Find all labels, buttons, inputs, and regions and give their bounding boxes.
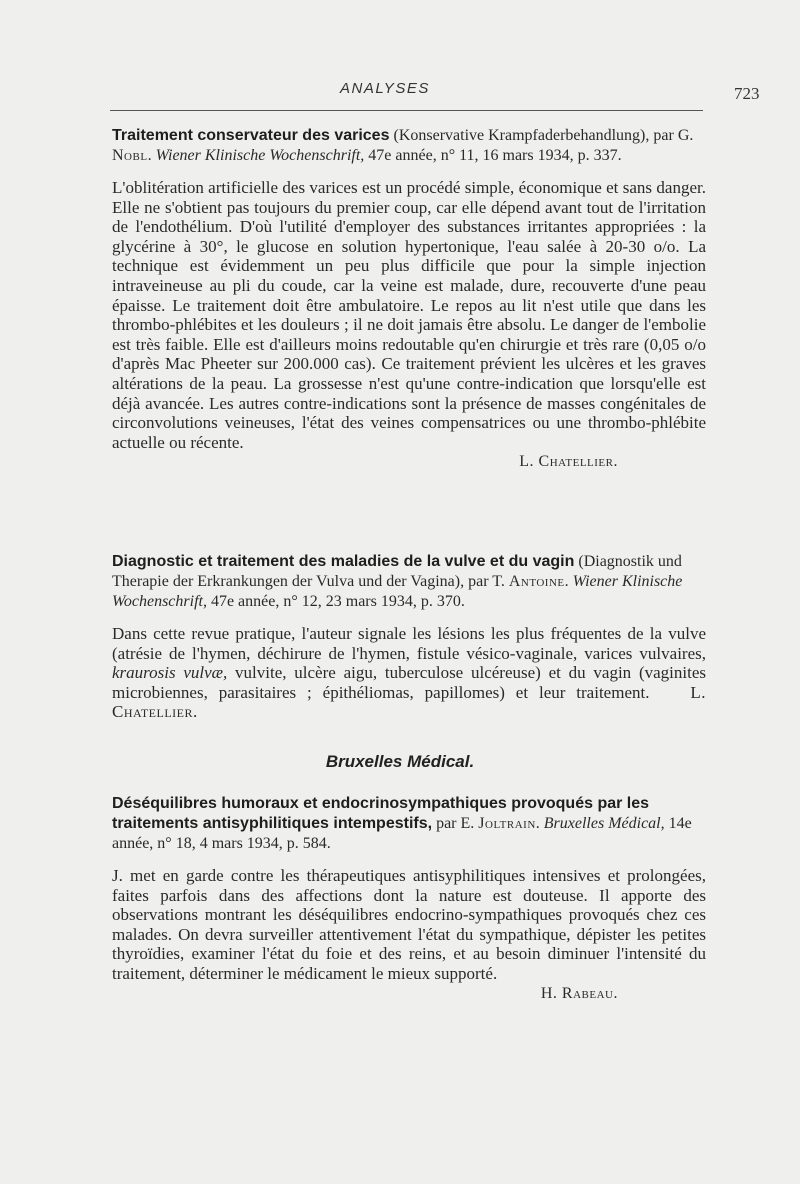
reference-details: 14e année, n° 18, 4 mars 1934, p. 584.	[112, 815, 692, 852]
signature-text: L. Chatellier.	[519, 453, 618, 471]
article-body: J. met en garde contre les thérapeutiques antisyphilitiques intensives et prolongées, faites parfois dans des affections dont la nature est douteuse. Il apporte des observations montrant les déséquilibres endocrino-sympathiques provoqués chez ces malades. On devra surveiller attentivement l'état du sympathique, dépister les petites thyroïdies, examiner l'état du foie et des reins, et au besoin diminuer l'intensité du traitement, déterminer le médicament le mieux supporté.	[112, 866, 706, 983]
reference-text: .	[535, 815, 544, 832]
page-number: 723	[734, 84, 760, 103]
journal-name: Bruxelles Médical,	[543, 815, 665, 832]
article-body: L'oblitération artificielle des varices est un procédé simple, économique et sans danger. Elle ne s'obtient pas toujours du premier coup, car elle dépend avant tout de l'irritation de l'endothélium. D'où l'utilité d'employer des substances irritantes appropriées : la glycérine à 30°, le glucose en solution hypertonique, l'eau salée à 20-30 o/o. La technique est évidemment un peu plus difficile que pour la simple injection intraveineuse au pli du coude, car la veine est malade, dure, recouverte d'une peau épaisse. Le traitement doit être ambulatoire. Le repos au lit n'est utile que dans les thrombo-phlébites et les douleurs ; il ne doit jamais être absolu. Le danger de l'embolie est très faible. Elle est d'ailleurs moins redoutable qu'en chirurgie et très rare (0,05 o/o d'après Mac Pheeter sur 200.000 cas). Ce traitement prévient les ulcères et les graves altérations de la peau. La grossesse n'est qu'une contre-indication que lorsqu'elle est déjà avancée. Les autres contre-indications sont la présence de masses congénitales de circonvolutions veineuses, l'état des veines compensatrices ou une thrombo-phlébite actuelle ou récente.	[112, 178, 706, 452]
article-title: Diagnostic et traitement des maladies de la vulve et du vagin	[112, 553, 575, 570]
section-heading: Bruxelles Médical.	[325, 752, 475, 771]
journal-name: Wiener Klinische Wochenschrift,	[112, 573, 683, 610]
body-text: vulvite, ulcère aigu, tuberculose ulcéreuse) et du vagin (vaginites microbiennes, parasitaires ; épithéliomas, papillomes) et leur traitement.	[112, 663, 706, 702]
article-title: Déséquilibres humoraux et endocrinosympathiques provoqués par les traitements antisyphilitiques intempestifs,	[112, 795, 650, 832]
article-body	[112, 624, 706, 722]
author-name: Antoine	[508, 573, 565, 590]
author-name: Joltrain	[478, 815, 536, 832]
article-heading	[112, 794, 706, 854]
reference-details: 47e année, n° 11, 16 mars 1934, p. 337.	[364, 147, 622, 164]
reference-details: 47e année, n° 12, 23 mars 1934, p. 370.	[206, 593, 465, 610]
running-title: ANALYSES	[340, 80, 430, 97]
reference-text: (Diagnostik und Therapie der Erkrankungen der Vulva und der Vagina), par T.	[112, 553, 682, 590]
reference-text: .	[564, 573, 573, 590]
signature	[112, 452, 618, 472]
article-title: Traitement conservateur des varices	[112, 127, 390, 144]
journal-name: Wiener Klinische Wochenschrift,	[155, 147, 365, 164]
article-antisyphilitiques	[112, 794, 706, 1003]
body-italic-term: kraurosis vulvæ,	[112, 663, 228, 683]
author-name: Nobl	[112, 147, 148, 164]
reference-text: par E.	[432, 815, 479, 832]
header-rule	[110, 110, 703, 111]
reference-text: .	[147, 147, 156, 164]
signature-text: L. Chatellier.	[112, 682, 707, 722]
article-heading	[112, 552, 706, 612]
body-text: Dans cette revue pratique, l'auteur signale les lésions les plus fréquentes de la vulve (atrésie de l'hymen, déchirure de l'hymen, fistule vésico-vaginale, varices vulvaires,	[112, 624, 706, 663]
signature	[112, 984, 618, 1004]
article-varices	[112, 126, 706, 472]
signature-text: H. Rabeau.	[540, 984, 618, 1002]
article-heading	[112, 126, 706, 166]
running-head	[0, 80, 800, 104]
reference-text: (Konservative Krampfaderbehandlung), par G.	[389, 127, 694, 144]
article-vulve-vagin	[112, 552, 706, 722]
